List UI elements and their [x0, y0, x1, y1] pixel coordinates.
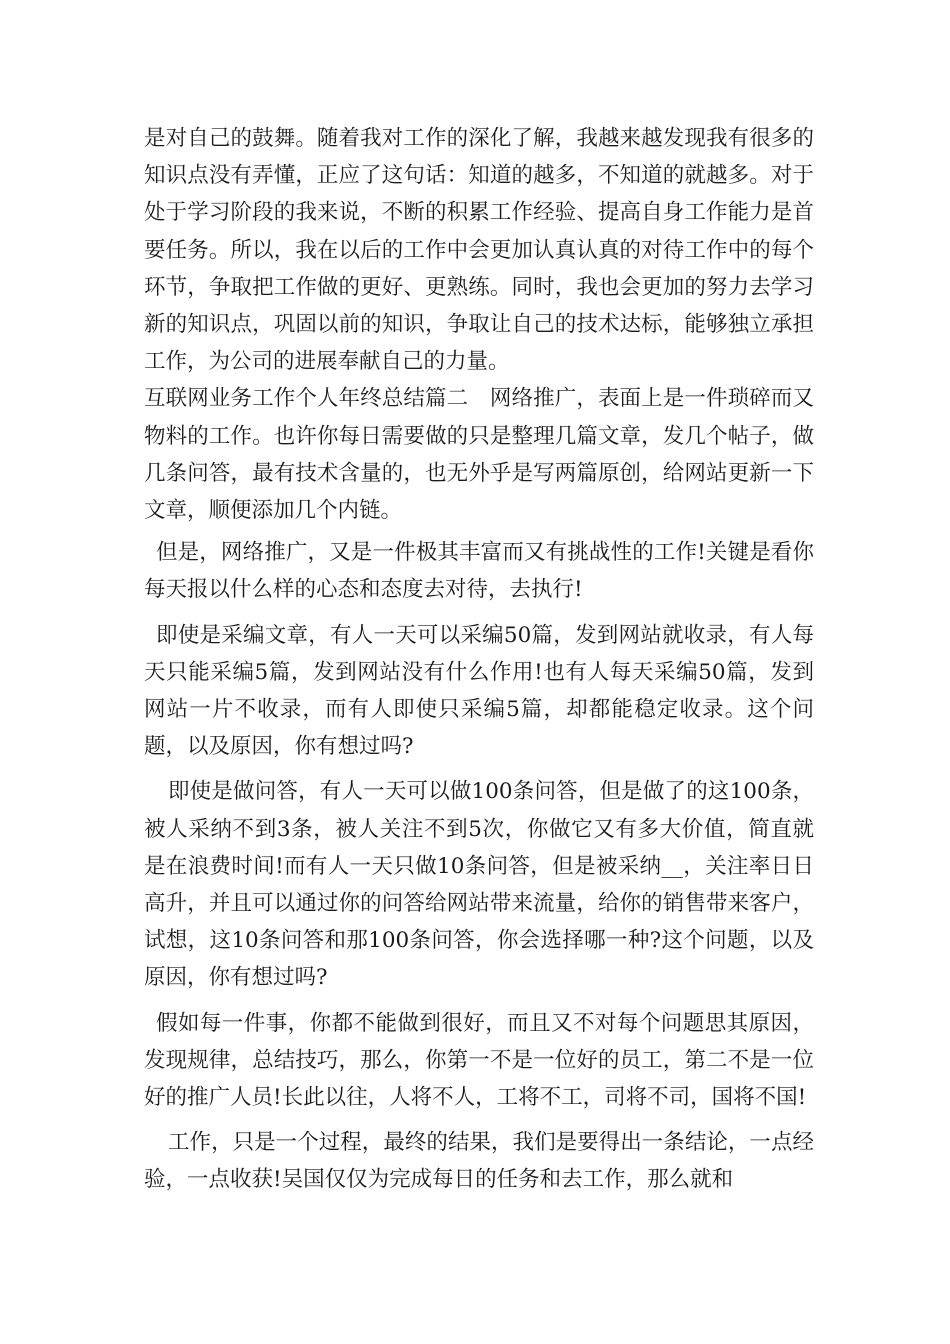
document-page — [144, 120, 814, 1199]
paragraph-3: 但是，网络推广，又是一件极其丰富而又有挑战性的工作!关键是看你每天报以什么样的心态和态度去对待，去执行! — [144, 540, 814, 603]
paragraph-5: 即使是做问答，有人一天可以做100条问答，但是做了的这100条，被人采纳不到3条，被人关注不到5次，你做它又有多大价值，简直就是在浪费时间!而有人一天只做10条问答，但是被采纳__，关注率日日高升，并且可以通过你的问答给网站带来流量，给你的销售带来客户，试想，这10条问答和那100条问答，你会选择哪一种?这个问题，以及原因，你有想过吗? — [144, 779, 814, 991]
paragraph-4: 即使是采编文章，有人一天可以采编50篇，发到网站就收录，有人每天只能采编5篇，发到网站没有什么作用!也有人每天采编50篇，发到网站一片不收录，而有人即使只采编5篇，却都能稳定收录。这个问题，以及原因，你有想过吗? — [144, 622, 814, 760]
paragraph-7: 工作，只是一个过程，最终的结果，我们是要得出一条结论，一点经验，一点收获!吴国仅仅为完成每日的任务和去工作，那么就和 — [144, 1130, 814, 1193]
paragraph-1: 是对自己的鼓舞。随着我对工作的深化了解，我越来越发现我有很多的知识点没有弄懂，正应了这句话：知道的越多，不知道的就越多。对于处于学习阶段的我来说，不断的积累工作经验、提高自身工作能力是首要任务。所以，我在以后的工作中会更加认真认真的对待工作中的每个环节，争取把工作做的更好、更熟练。同时，我也会更加的努力去学习新的知识点，巩固以前的知识，争取让自己的技术达标，能够独立承担工作，为公司的进展奉献自己的力量。 — [144, 126, 814, 375]
paragraph-2-heading: 互联网业务工作个人年终总结篇二 网络推广，表面上是一件琐碎而又物料的工作。也许你每日需要做的只是整理几篇文章，发几个帖子，做几条问答，最有技术含量的，也无外乎是写两篇原创，给网站更新一下文章，顺便添加几个内链。 — [144, 386, 814, 524]
paragraph-6: 假如每一件事，你都不能做到很好，而且又不对每个问题思其原因，发现规律，总结技巧，那么，你第一不是一位好的员工，第二不是一位好的推广人员!长此以往，人将不人，工将不工，司将不司，国将不国! — [144, 1010, 814, 1111]
